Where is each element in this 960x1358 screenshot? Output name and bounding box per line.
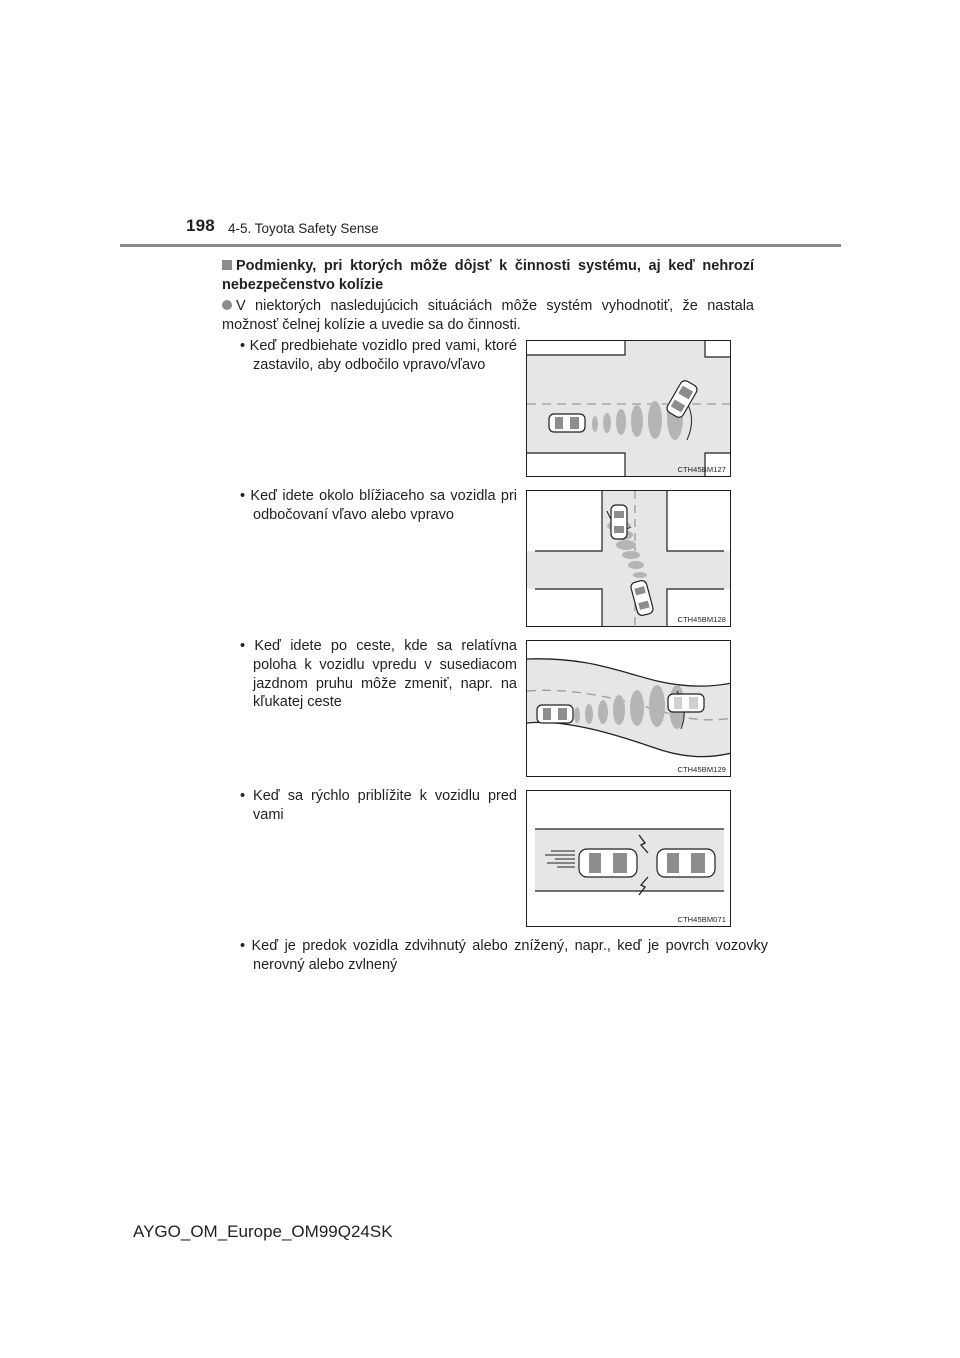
figure-code: CTH45BM127: [677, 465, 726, 474]
square-bullet-icon: [222, 260, 232, 270]
document-code: AYGO_OM_Europe_OM99Q24SK: [133, 1222, 393, 1241]
heading-text: Podmienky, pri ktorých môže dôjsť k činnosti systému, aj keď nehrozí nebezpečenstvo kolízie: [222, 258, 754, 293]
figure-rapid-approach: [526, 790, 731, 927]
list-item: • Keď idete okolo blížiaceho sa vozidla pri odbočovaní vľavo alebo vpravo: [240, 488, 517, 523]
intro-paragraph: [222, 297, 754, 335]
figure-code: CTH45BM129: [677, 765, 726, 774]
list-item: • Keď predbiehate vozidlo pred vami, ktoré zastavilo, aby odbočilo vpravo/vľavo: [240, 338, 517, 373]
intersection-illustration: [527, 341, 731, 477]
section-title: 4-5. Toyota Safety Sense: [228, 221, 379, 236]
figure-oncoming-vehicle-turning: [526, 490, 731, 627]
winding-road-illustration: [527, 641, 731, 777]
figure-overtaking-turning-vehicle: [526, 340, 731, 477]
list-item: • Keď je predok vozidla zdvihnutý alebo znížený, napr., keď je povrch vozovky nerovný alebo zvlnený: [240, 938, 768, 973]
figure-winding-road: [526, 640, 731, 777]
header-rule: [120, 244, 841, 247]
list-item: • Keď idete po ceste, kde sa relatívna poloha k vozidlu vpredu v susediacom jazdnom pruhu môže zmeniť, napr. na kľukatej ceste: [240, 638, 517, 711]
rapid-approach-illustration: [527, 791, 731, 927]
intersection-illustration: [527, 491, 731, 627]
page-number: 198: [186, 216, 215, 235]
subsection-heading: [222, 257, 754, 295]
figure-code: CTH45BM071: [677, 915, 726, 924]
circle-bullet-icon: [222, 300, 232, 310]
figure-code: CTH45BM128: [677, 615, 726, 624]
list-item: • Keď sa rýchlo priblížite k vozidlu pred vami: [240, 788, 517, 823]
intro-text: V niektorých nasledujúcich situáciách môže systém vyhodnotiť, že nastala možnosť čelnej kolízie a uvedie sa do činnosti.: [222, 298, 754, 333]
